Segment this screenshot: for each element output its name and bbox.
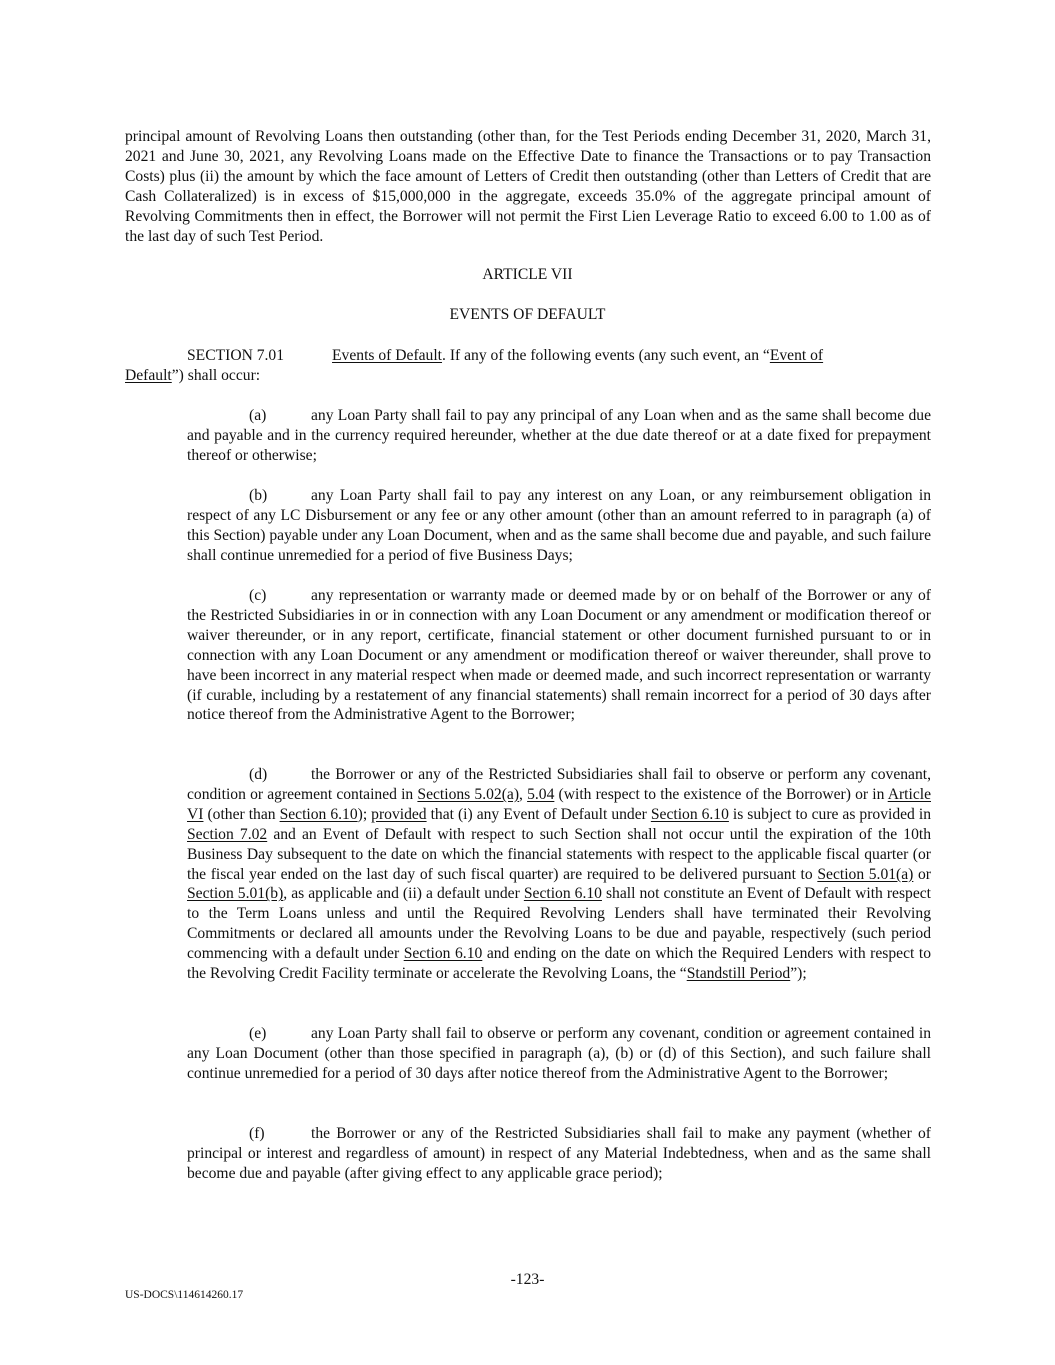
cross-reference: Sections 5.02(a) [417,785,520,803]
section-number: SECTION 7.01 [187,347,285,364]
paragraph-d-text: (with respect to the existence of the Borrower) or in [554,785,888,803]
intro-paragraph: principal amount of Revolving Loans then outstanding (other than, for the Test Periods ending December 31, 2020, March 31, 2021 and June 30, 2021, any Revolving Loans made on the Effective Date to finance the Transactions or to pay Transaction Costs) plus (ii) the amount by which the face amount of Letters of Credit then outstanding (other than Letters of Credit that are Cash Collateralized) is in excess of $15,000,000 in the aggregate, exceeds 35.0% of the aggregate principal amount of Revolving Commitments then in effect, the Borrower will not permit the First Lien Leverage Ratio to exceed 6.00 to 1.00 as of the last day of such Test Period. [125,128,931,245]
paragraph-d-text: (other than [203,805,280,823]
paragraph-c-label: (c) [249,587,267,604]
paragraph-d-text: , as applicable and (ii) a default under [283,885,524,903]
paragraph-d-text: , [519,785,528,803]
cross-reference: 5.04 [527,785,555,803]
defined-term-event-of: Event of [769,347,824,364]
section-7-01 [125,346,931,386]
paragraph-d-text: is subject to cure as provided in [728,805,931,823]
section-text-after: ”) shall occur: [171,366,261,384]
paragraph-e-text: any Loan Party shall fail to observe or perform any covenant, condition or agreement contained in any Loan Document (other than those specified in paragraph (a), (b) or (d) of this Section), and such failure shall continue unremedied for a period of 30 days after notice thereof from the Administrative Agent to the Borrower; [187,1025,931,1082]
document-id: US-DOCS\114614260.17 [125,1289,244,1301]
paragraph-d-text: and an Event of Default with respect to such Section shall not occur until the expiration of the 10th Business Day subsequent to the date on which the financial statements with respect to the applicable fiscal quarter (or the fiscal year ended on the last day of such fiscal quarter) are required to be delivered pursuant to [187,825,932,883]
defined-term-default: Default [125,366,172,384]
paragraph-a [187,406,931,466]
cross-reference: Section 6.10 [279,805,358,823]
paragraph-c [187,586,931,725]
proviso-term: provided [371,805,427,823]
paragraph-d-text: the Borrower or any of the Restricted Subsidiaries shall fail to observe or perform any covenant, condition or agreement contained in [187,766,931,803]
defined-term-standstill-period: Standstill Period [686,965,791,983]
paragraph-b [187,486,931,566]
paragraph-d-text: ); [357,805,372,823]
paragraph-d-text: shall not constitute an Event of Default with respect to the Term Loans unless and until the Required Revolving Lenders shall have terminated their Revolving Commitments or declared all amounts under the Revolving Loans to be due and payable, respectively (such period commencing with a default under [187,885,932,963]
paragraph-d-text: and ending on the date on which the Required Lenders with respect to the Revolving Credit Facility terminate or accelerate the Revolving Loans, the “ [187,945,931,983]
cross-reference: Section 7.02 [187,825,268,843]
paragraph-b-text: any Loan Party shall fail to pay any interest on any Loan, or any reimbursement obligation in respect of any LC Disbursement or any fee or any other amount (other than an amount referred to in paragraph (a) of this Section) payable under any Loan Document, when and as the same shall become due and payable, and such failure shall continue unremedied for a period of five Business Days; [187,487,931,564]
article-number: ARTICLE VII [482,266,573,283]
paragraph-c-text: any representation or warranty made or deemed made by or on behalf of the Borrower or any of the Restricted Subsidiaries in or in connection with any Loan Document or any amendment or modification thereof or waiver thereunder, or in any report, certificate, financial statement or other document furnished pursuant to or in connection with any Loan Document or any amendment or modification thereof or waiver thereunder, shall prove to have been incorrect in any material respect when made or deemed made, and such incorrect representation or warranty (if curable, including by a restatement of any financial statements) shall remain incorrect for a period of 30 days after notice thereof from the Administrative Agent to the Borrower; [187,587,931,724]
cross-reference: Article VI [187,785,931,823]
paragraph-d-text: or [913,865,931,883]
article-title: EVENTS OF DEFAULT [449,306,606,323]
page-number: -123- [510,1271,545,1288]
cross-reference: Section 5.01(b) [187,885,284,903]
paragraph-a-label: (a) [249,407,267,424]
paragraph-f-text: the Borrower or any of the Restricted Subsidiaries shall fail to make any payment (whether of principal or interest and regardless of amount) in respect of any Material Indebtedness, when and as the same shall become due and payable (after giving effect to any applicable grace period); [187,1125,931,1182]
paragraph-d [187,765,931,984]
paragraph-e-label: (e) [249,1025,267,1042]
cross-reference: Section 6.10 [650,805,729,823]
paragraph-d-text: that (i) any Event of Default under [426,805,651,823]
paragraph-a-text: any Loan Party shall fail to pay any principal of any Loan when and as the same shall become due and payable and in the currency required hereunder, whether at the due date thereof or at a date fixed for prepayment thereof or otherwise; [187,407,931,464]
paragraph-d-label: (d) [249,766,268,783]
paragraph-d-text: ”); [790,965,807,983]
paragraph-b-label: (b) [249,487,268,504]
paragraph-e [187,1024,931,1084]
cross-reference: Section 5.01(a) [817,865,914,883]
paragraph-f-label: (f) [249,1125,265,1142]
section-text-before: . If any of the following events (any such event, an “ [442,347,770,364]
cross-reference: Section 6.10 [403,945,483,963]
cross-reference: Section 6.10 [523,885,602,903]
section-heading: Events of Default [332,347,443,364]
paragraph-f [187,1124,931,1184]
